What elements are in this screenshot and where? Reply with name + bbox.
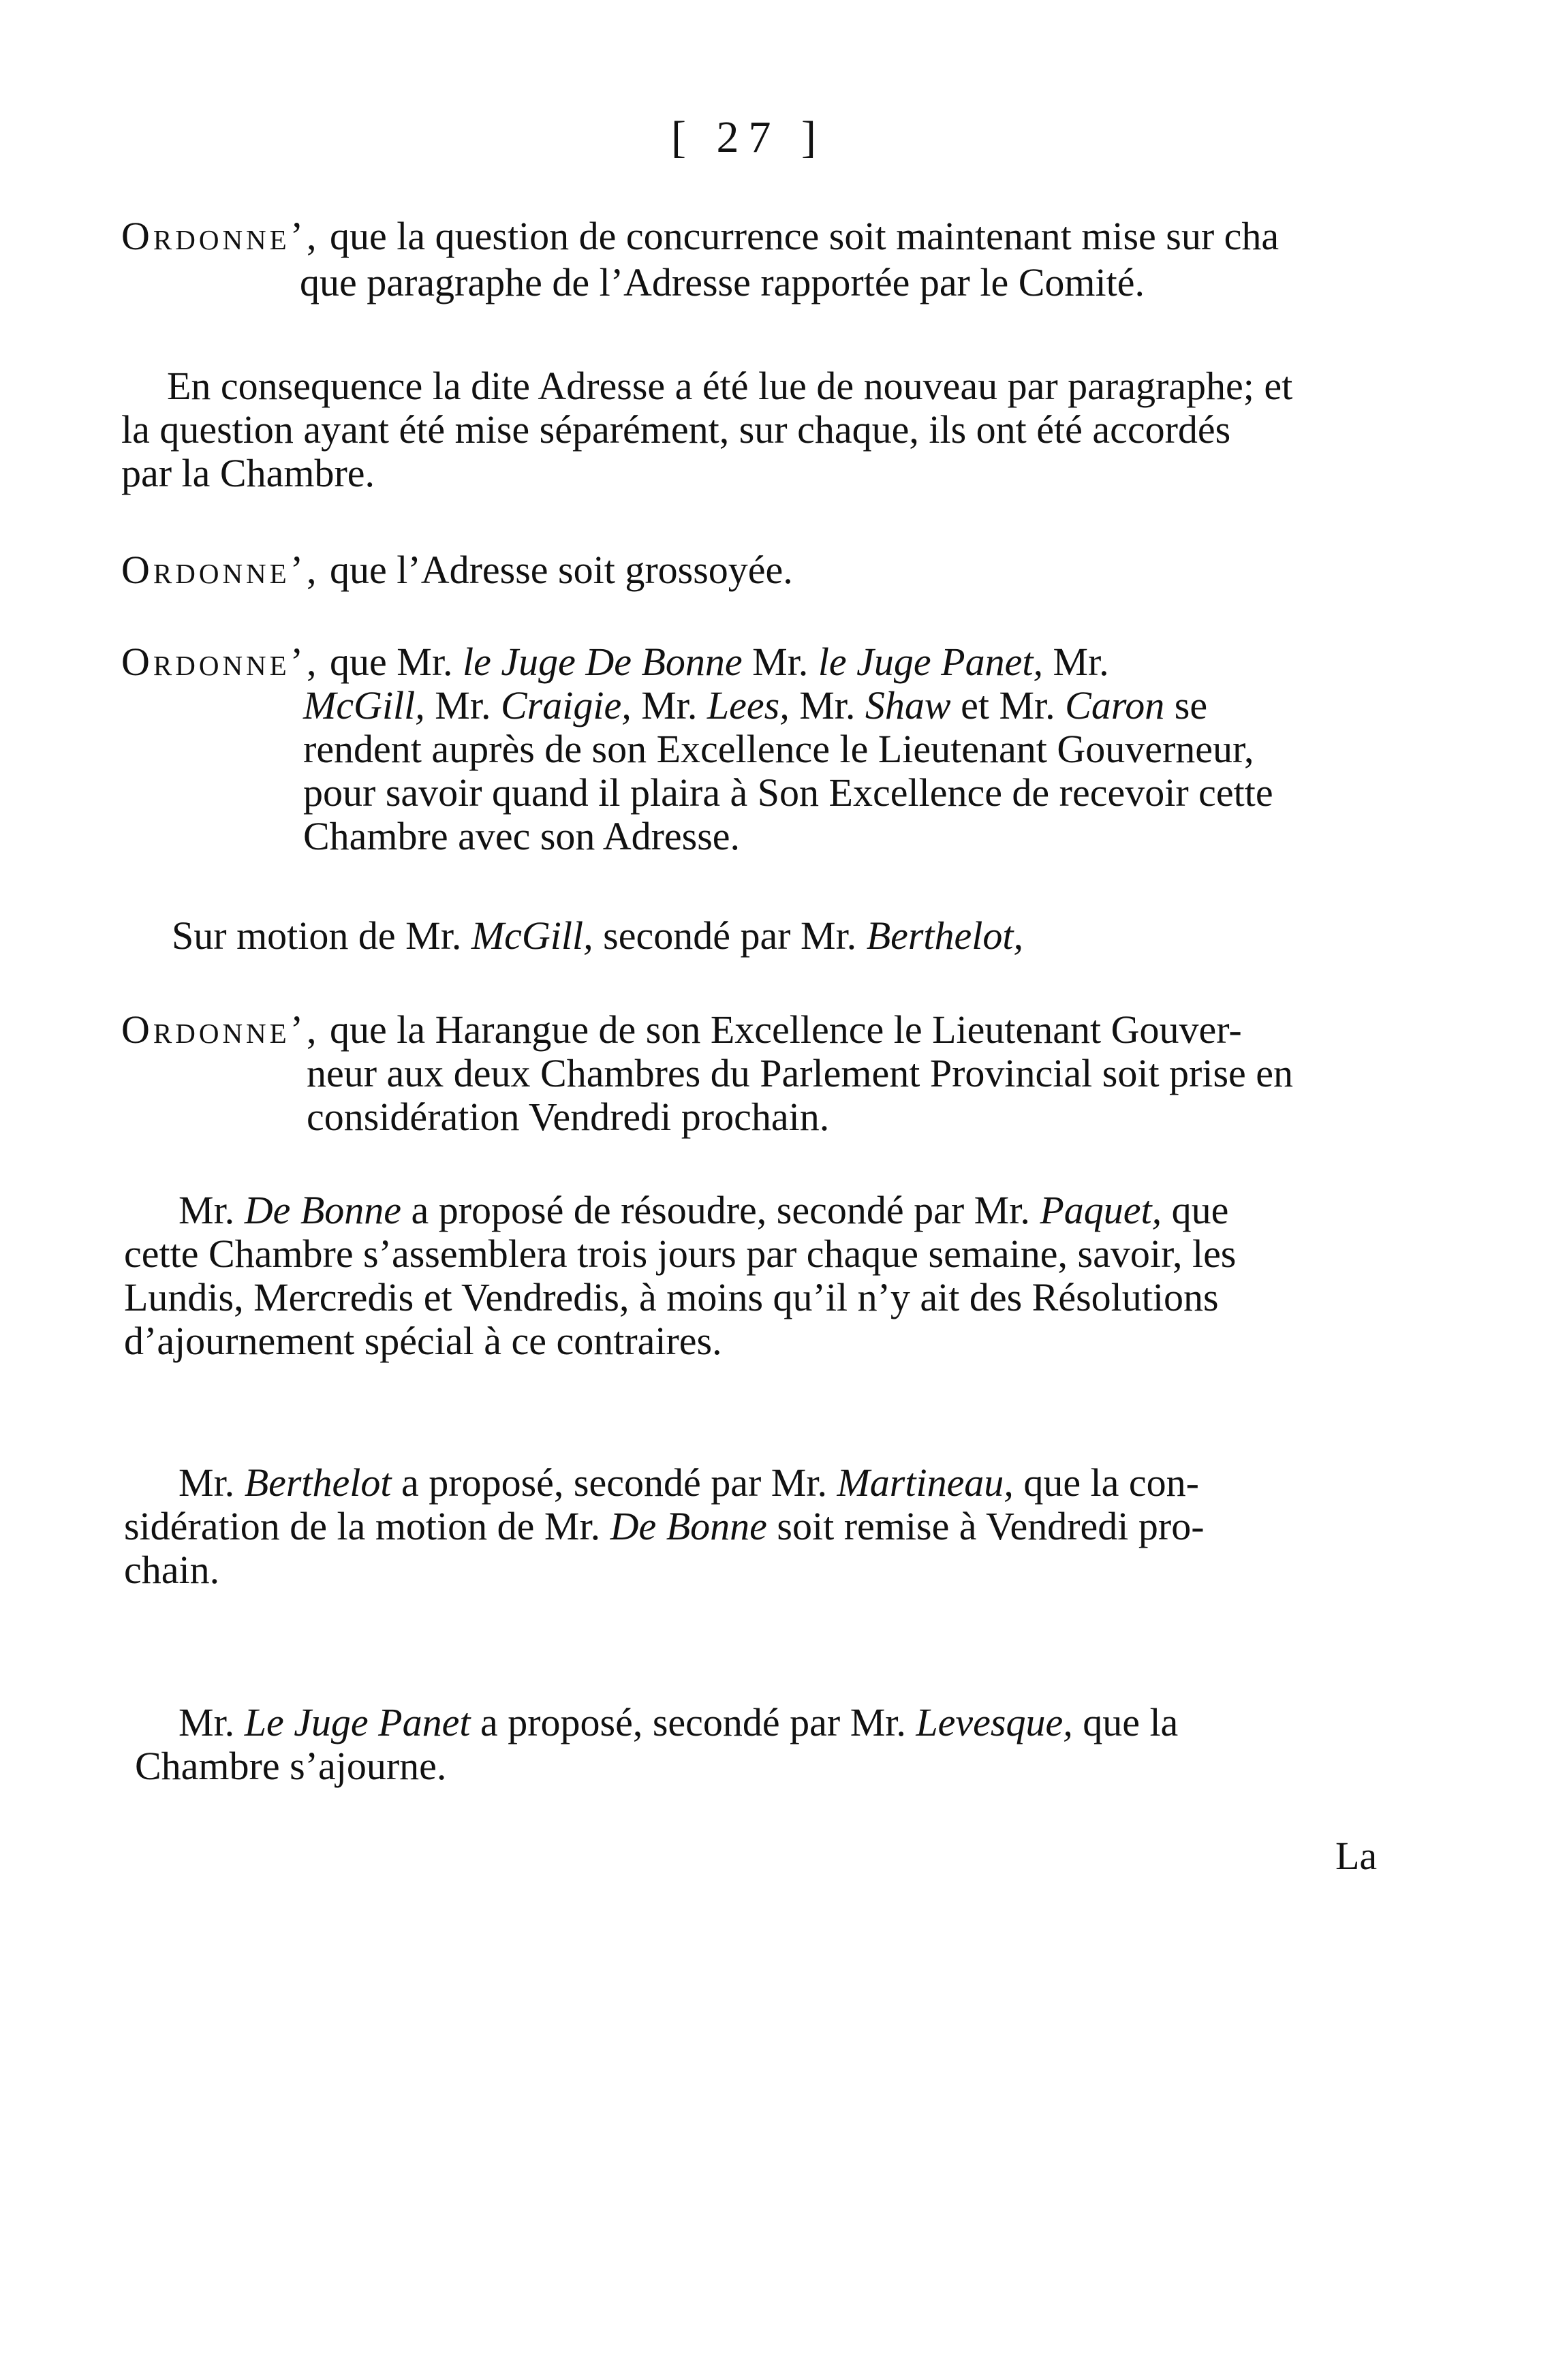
ordonne-keyword: Ordonne’, [121, 1007, 320, 1052]
paragraph-motion-mcgill: Sur motion de Mr. McGill, secondé par Mr. Berthelot, [172, 913, 1024, 958]
paragraph-debonne-line-3: Lundis, Mercredis et Vendredis, à moins qu’il n’y ait des Résolutions [124, 1275, 1219, 1319]
paragraph-ordonne-harangue-line-1: Ordonne’, que la Harangue de son Excellence le Lieutenant Gouver- [121, 1007, 1242, 1052]
paragraph-panet-line-2: Chambre s’ajourne. [135, 1744, 447, 1788]
paragraph-consequence-line-3: par la Chambre. [121, 451, 375, 495]
paragraph-ordonne-question-line-1: Ordonne’, que la question de concurrence soit maintenant mise sur cha [121, 214, 1279, 258]
paragraph-ordonne-committee-line-5: Chambre avec son Adresse. [303, 814, 741, 858]
paragraph-berthelot-line-1: Mr. Berthelot a proposé, secondé par Mr. Martineau, que la con- [179, 1460, 1199, 1505]
paragraph-debonne-line-2: cette Chambre s’assemblera trois jours par chaque semaine, savoir, les [124, 1232, 1237, 1276]
paragraph-ordonne-committee-line-4: pour savoir quand il plaira à Son Excellence de recevoir cette [303, 770, 1273, 815]
paragraph-consequence-line-2: la question ayant été mise séparément, sur chaque, ils ont été accordés [121, 407, 1231, 452]
paragraph-ordonne-harangue-line-3: considération Vendredi prochain. [307, 1095, 830, 1139]
paragraph-consequence-line-1: En consequence la dite Adresse a été lue de nouveau par paragraphe; et [167, 364, 1293, 408]
paragraph-debonne-line-4: d’ajournement spécial à ce contraires. [124, 1319, 722, 1363]
paragraph-ordonne-grossoyee: Ordonne’, que l’Adresse soit grossoyée. [121, 548, 793, 592]
paragraph-ordonne-committee-line-2: McGill, Mr. Craigie, Mr. Lees, Mr. Shaw et Mr. Caron se [303, 683, 1208, 727]
paragraph-ordonne-harangue-line-2: neur aux deux Chambres du Parlement Provincial soit prise en [307, 1051, 1294, 1095]
paragraph-ordonne-question-line-2: que paragraphe de l’Adresse rapportée par le Comité. [300, 260, 1145, 304]
ordonne-keyword: Ordonne’, [121, 640, 320, 684]
paragraph-ordonne-committee-line-3: rendent auprès de son Excellence le Lieutenant Gouverneur, [303, 727, 1254, 771]
page-number: [ 27 ] [671, 112, 826, 162]
paragraph-debonne-line-1: Mr. De Bonne a proposé de résoudre, secondé par Mr. Paquet, que [179, 1188, 1229, 1232]
ordonne-keyword: Ordonne’, [121, 548, 320, 592]
paragraph-berthelot-line-3: chain. [124, 1548, 220, 1592]
paragraph-ordonne-committee-line-1: Ordonne’, que Mr. le Juge De Bonne Mr. le Juge Panet, Mr. [121, 640, 1109, 684]
ordonne-keyword: Ordonne’, [121, 214, 320, 258]
catchword: La [1335, 1834, 1378, 1878]
paragraph-panet-line-1: Mr. Le Juge Panet a proposé, secondé par Mr. Levesque, que la [179, 1700, 1179, 1744]
paragraph-berthelot-line-2: sidération de la motion de Mr. De Bonne soit remise à Vendredi pro- [124, 1504, 1205, 1548]
